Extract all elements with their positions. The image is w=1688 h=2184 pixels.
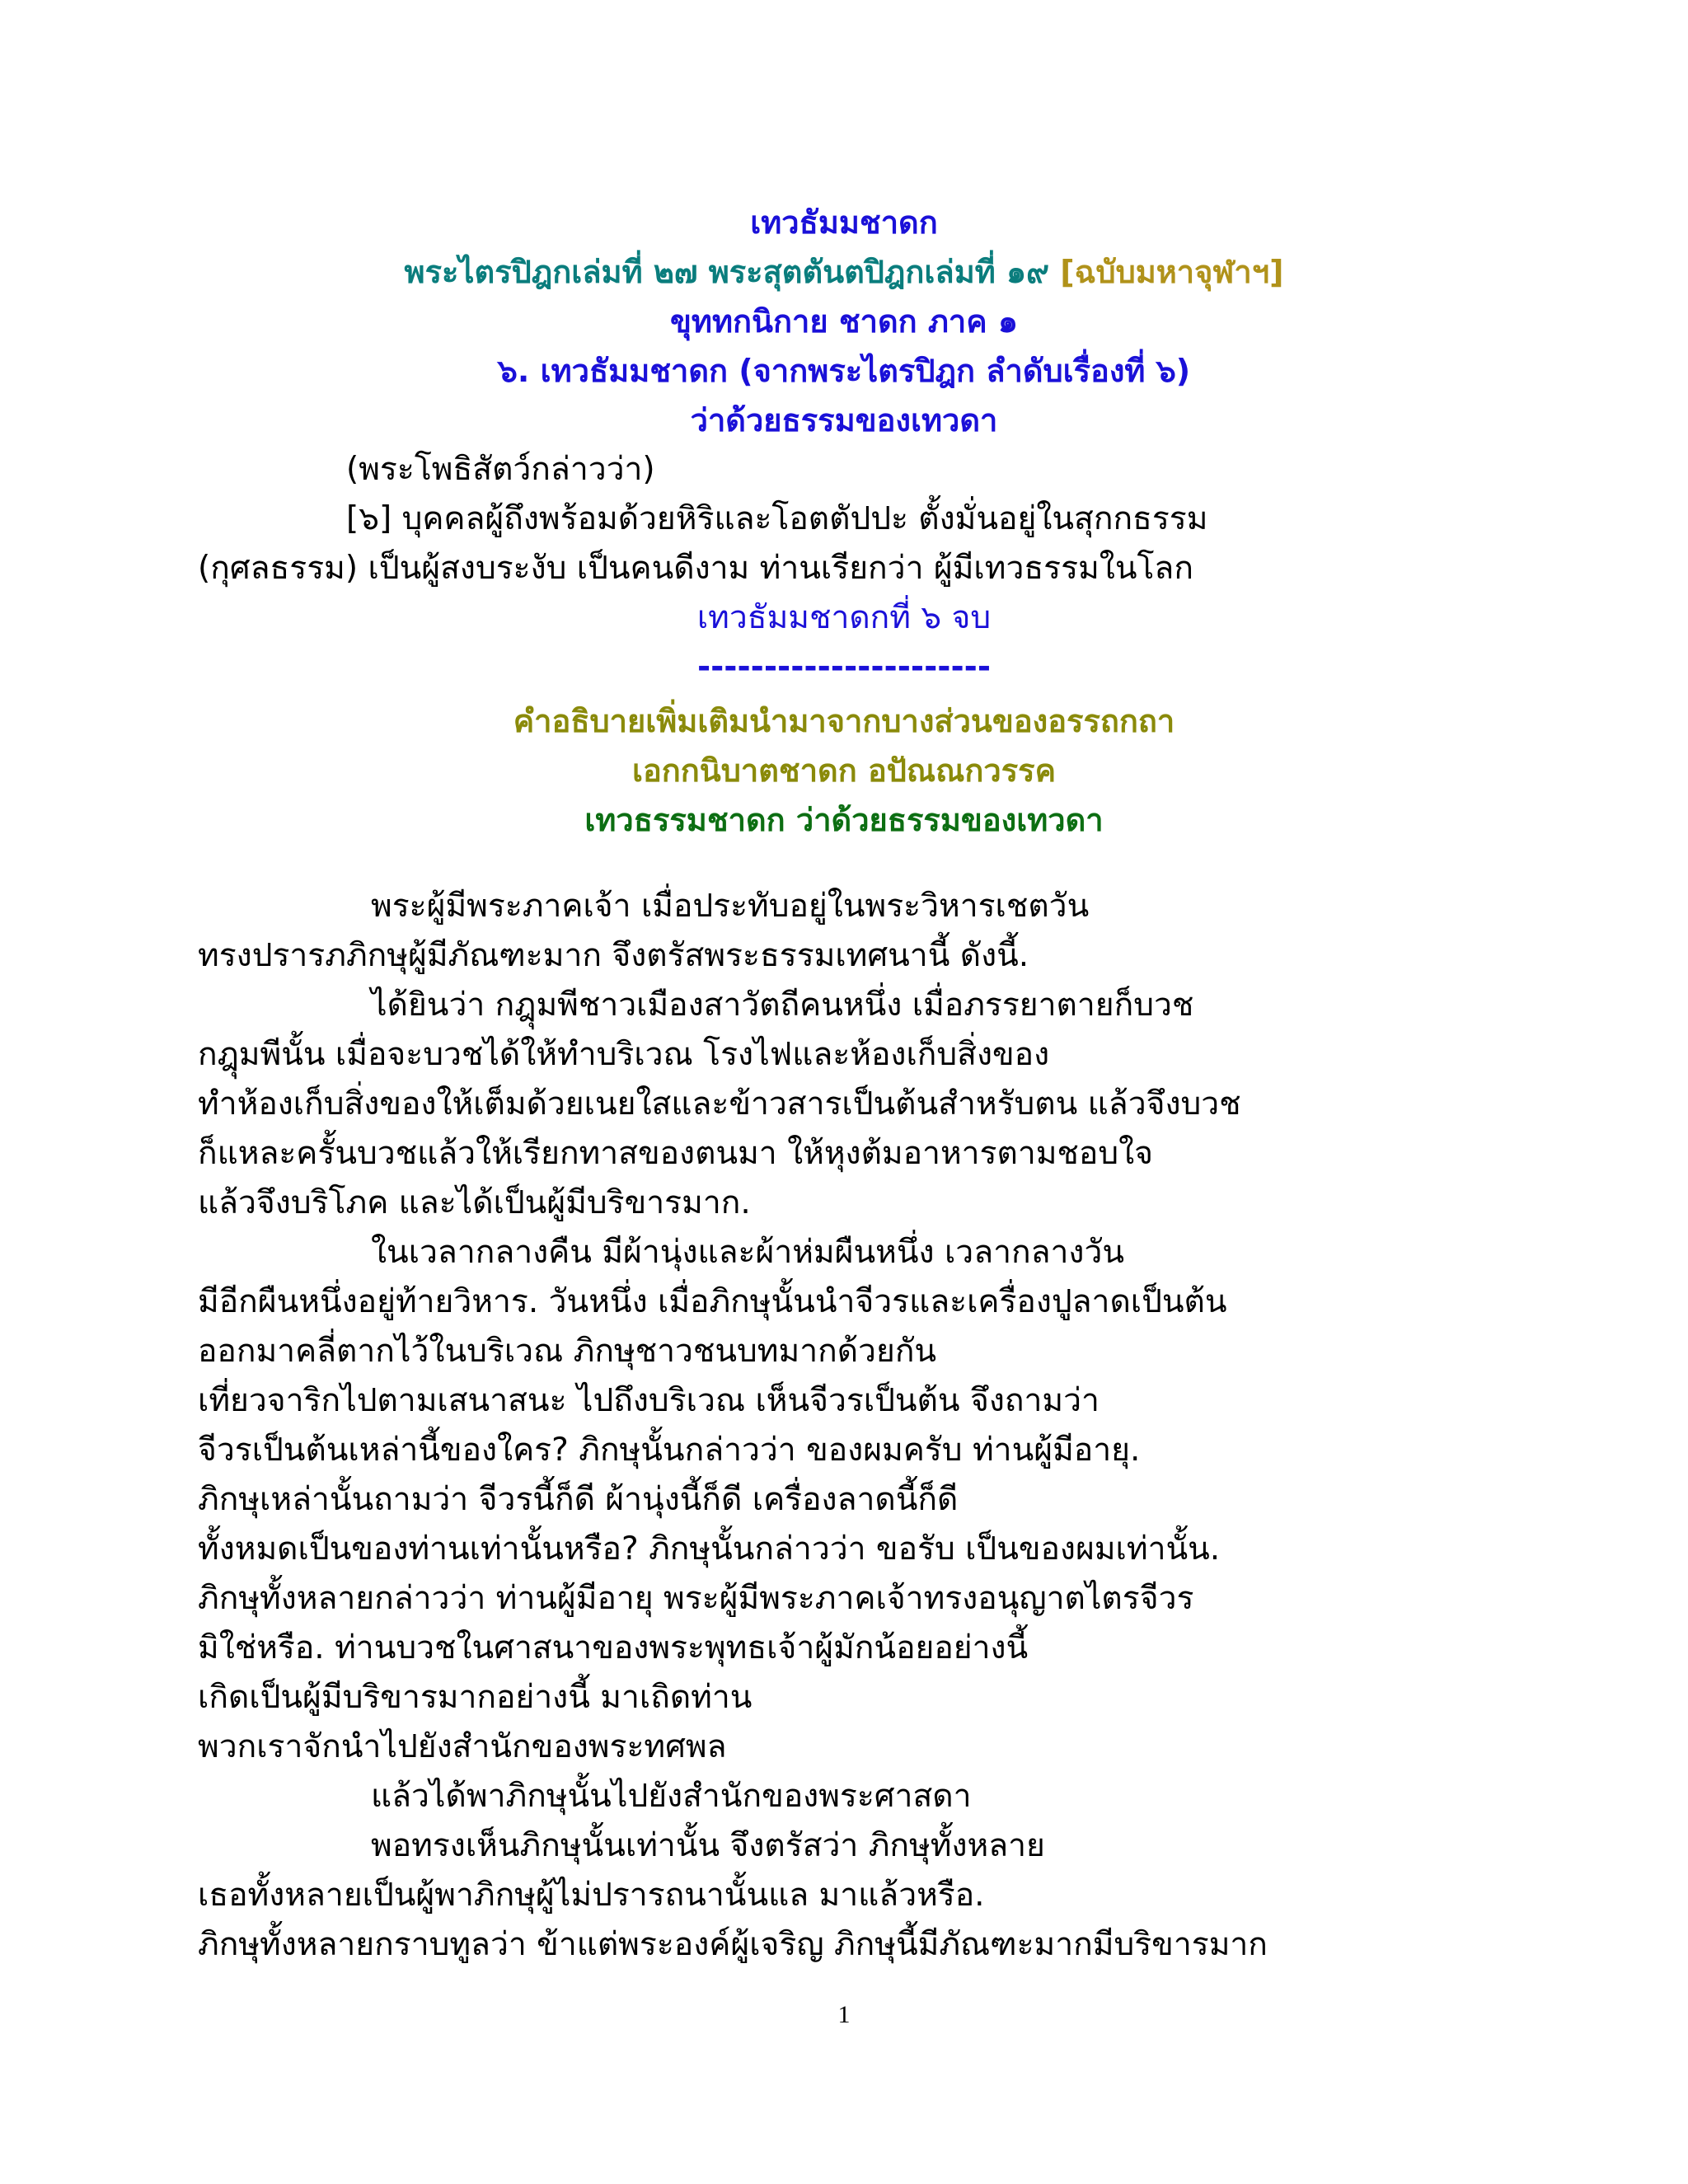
commentary-subheading: เอกกนิบาตชาดก อปัณณกวรรค	[631, 752, 1057, 789]
paragraph-line: พวกเราจักนำไปยังสำนักของพระทศพล	[198, 1728, 727, 1765]
story-heading: ๖. เทวธัมมชาดก (จากพระไตรปิฎก ลำดับเรื่องที่ ๖)	[497, 353, 1191, 389]
paragraph-line: เกิดเป็นผู้มีบริขารมากอย่างนี้ มาเถิดท่าน	[198, 1679, 753, 1716]
paragraph-line: ในเวลากลางคืน มีผ้านุ่งและผ้าห่มผืนหนึ่ง เวลากลางวัน	[371, 1234, 1125, 1271]
tipitaka-reference	[0, 247, 1688, 297]
paragraph-line: ออกมาคลี่ตากไว้ในบริเวณ ภิกษุชาวชนบทมากด้วยกัน	[198, 1333, 937, 1370]
paragraph-line: เที่ยวจาริกไปตามเสนาสนะ ไปถึงบริเวณ เห็นจีวรเป็นต้น จึงถามว่า	[198, 1382, 1100, 1419]
paragraph-line: ทำห้องเก็บสิ่งของให้เต็มด้วยเนยใสและข้าวสารเป็นต้นสำหรับตน แล้วจึงบวช	[198, 1085, 1241, 1122]
paragraph-line: ภิกษุทั้งหลายกราบทูลว่า ข้าแต่พระองค์ผู้เจริญ ภิกษุนี้มีภัณฑะมากมีบริขารมาก	[198, 1926, 1268, 1963]
paragraph-line: เธอทั้งหลายเป็นผู้พาภิกษุผู้ไม่ปรารถนานั้นแล มาแล้วหรือ.	[198, 1877, 985, 1914]
paragraph-line: กฎุมพีนั้น เมื่อจะบวชได้ให้ทำบริเวณ โรงไฟและห้องเก็บสิ่งของ	[198, 1036, 1050, 1073]
verse-line: [๖] บุคคลผู้ถึงพร้อมด้วยหิริและโอตตัปปะ ตั้งมั่นอยู่ในสุกกธรรม	[346, 500, 1208, 537]
paragraph-line: มีอีกผืนหนึ่งอยู่ท้ายวิหาร. วันหนึ่ง เมื่อภิกษุนั้นนำจีวรและเครื่องปูลาดเป็นต้น	[198, 1283, 1227, 1320]
paragraph-line: ภิกษุทั้งหลายกล่าวว่า ท่านผู้มีอายุ พระผู้มีพระภาคเจ้าทรงอนุญาตไตรจีวร	[198, 1580, 1194, 1617]
paragraph-line: แล้วจึงบริโภค และได้เป็นผู้มีบริขารมาก.	[198, 1184, 751, 1221]
commentary-story-title: เทวธรรมชาดก ว่าด้วยธรรมของเทวดา	[584, 802, 1104, 838]
paragraph-line: ภิกษุเหล่านั้นถามว่า จีวรนี้ก็ดี ผ้านุ่งนี้ก็ดี เครื่องลาดนี้ก็ดี	[198, 1481, 959, 1518]
document-title: เทวธัมมชาดก	[750, 204, 938, 241]
paragraph-line: พระผู้มีพระภาคเจ้า เมื่อประทับอยู่ในพระวิหารเชตวัน	[371, 888, 1090, 925]
paragraph-line: พอทรงเห็นภิกษุนั้นเท่านั้น จึงตรัสว่า ภิกษุทั้งหลาย	[371, 1827, 1045, 1864]
paragraph-line: จีวรเป็นต้นเหล่านี้ของใคร? ภิกษุนั้นกล่าวว่า ของผมครับ ท่านผู้มีอายุ.	[198, 1432, 1141, 1469]
page-number: 1	[837, 2001, 851, 2028]
paragraph-line: ทั้งหมดเป็นของท่านเท่านั้นหรือ? ภิกษุนั้นกล่าวว่า ขอรับ เป็นของผมเท่านั้น.	[198, 1530, 1221, 1568]
paragraph-line: ก็แหละครั้นบวชแล้วให้เรียกทาสของตนมา ให้หุงต้มอาหารตามชอบใจ	[198, 1135, 1153, 1172]
story-subtitle: ว่าด้วยธรรมของเทวดา	[690, 402, 998, 438]
edition-label: [ฉบับมหาจุฬาฯ]	[1060, 254, 1284, 290]
paragraph-line: แล้วได้พาภิกษุนั้นไปยังสำนักของพระศาสดา	[371, 1778, 972, 1815]
paragraph-line: ได้ยินว่า กฎุมพีชาวเมืองสาวัตถีคนหนึ่ง เมื่อภรรยาตายก็บวช	[371, 987, 1194, 1024]
verse-line: (กุศลธรรม) เป็นผู้สงบระงับ เป็นคนดีงาม ท่านเรียกว่า ผู้มีเทวธรรมในโลก	[198, 550, 1193, 587]
verse-end-note: เทวธัมมชาดกที่ ๖ จบ	[696, 599, 992, 636]
paragraph-line: มิใช่หรือ. ท่านบวชในศาสนาของพระพุทธเจ้าผู้มักน้อยอย่างนี้	[198, 1629, 1029, 1666]
section-separator: ----------------------	[696, 649, 992, 686]
commentary-heading: คำอธิบายเพิ่มเติมนำมาจากบางส่วนของอรรถกถา	[513, 703, 1175, 739]
verse-speaker: (พระโพธิสัตว์กล่าวว่า)	[346, 451, 655, 488]
volume-reference: พระไตรปิฎกเล่มที่ ๒๗ พระสุตตันตปิฎกเล่มที่ ๑๙	[404, 254, 1061, 290]
paragraph-line: ทรงปรารภภิกษุผู้มีภัณฑะมาก จึงตรัสพระธรรมเทศนานี้ ดังนี้.	[198, 937, 1029, 974]
collection-heading: ขุททกนิกาย ชาดก ภาค ๑	[669, 303, 1019, 340]
